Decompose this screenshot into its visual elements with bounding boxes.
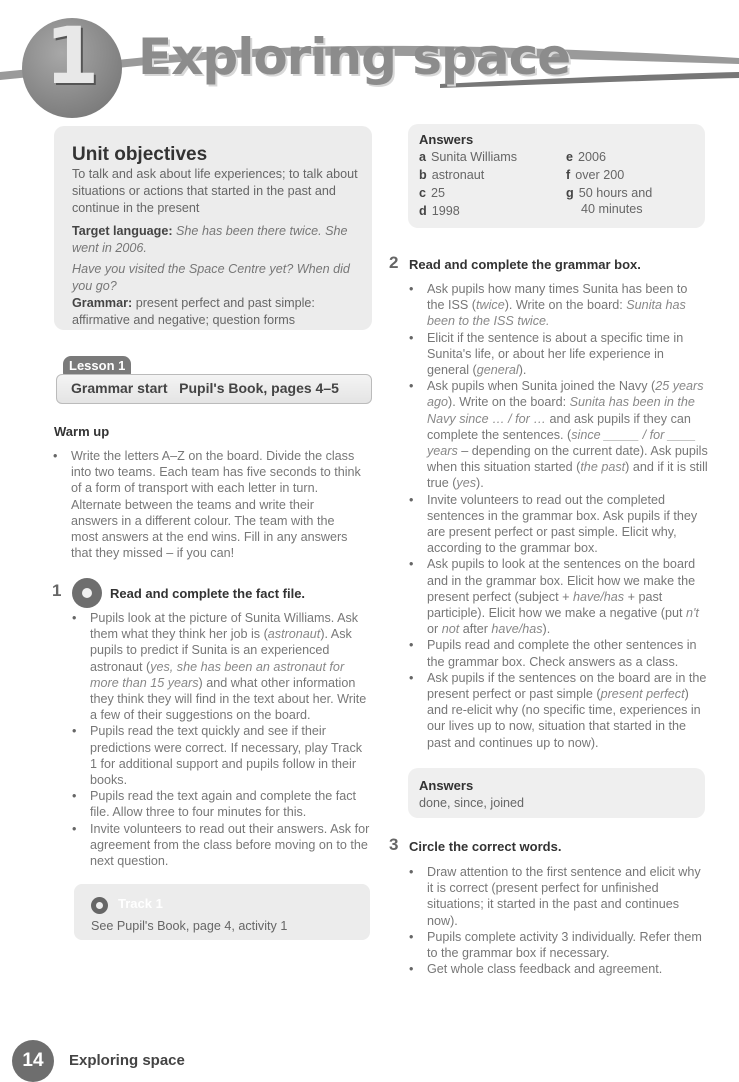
answer-d: d 1998 [419,204,460,218]
section-3-title: Circle the correct words. [409,839,562,854]
section-3-number: 3 [389,835,399,854]
list-item: • Pupils look at the picture of Sunita Williams. Ask them what they think her job is (astronaut). Ask pupils to predict if Sunita is an experienced astronaut (yes, she has been an astronaut for more than 15 years) and what other information they think they will find in the text about her. Write a few of their suggestions on the board. [71,610,371,723]
warm-up-list [52,448,362,561]
answer-g: g 50 hours and [566,186,653,200]
list-item: • Pupils read the text again and complete the fact file. Allow three to four minutes for this. [71,788,371,820]
answers-heading-1: Answers [419,132,474,147]
objectives-intro: To talk and ask about life experiences; to talk about situations or actions that started in the past and continue in the present [72,167,358,215]
track-label: Track 1 [118,896,163,911]
list-item: • Ask pupils when Sunita joined the Navy (25 years ago). Write on the board: Sunita has been in the Navy since … / for … and ask pupils if they can complete the sentences. (since _____ / for ____ years – depending on the current date). Ask pupils when this situation started (the past) and if it is still true (yes). [408,378,708,491]
cd-audio-icon [72,578,102,608]
section-1-number: 1 [52,581,62,600]
section-3-list [408,864,710,977]
answer-g-continued: 40 minutes [581,202,643,216]
section-1-list [71,610,371,869]
unit-number: 1 [44,12,100,102]
list-item: • Ask pupils to look at the sentences on the board and in the grammar box. Elicit how we make the present perfect (subject + have/has + past participle). Elicit how we make a negative (put n't or not after have/has). [408,556,708,637]
unit-objectives-heading: Unit objectives [72,144,208,165]
target-language: Target language: She has been there twice. She went in 2006. [72,224,348,255]
warm-up-heading: Warm up [54,424,110,439]
list-item: • Elicit if the sentence is about a specific time in Sunita's life, or about her life experience in general (general). [408,330,708,379]
list-item: • Pupils complete activity 3 individually. Refer them to the grammar box if necessary. [408,929,710,961]
answer-e: e 2006 [566,150,607,164]
section-1-title: Read and complete the fact file. [110,586,306,601]
cd-track-icon [91,897,108,914]
section-2-number: 2 [389,253,399,272]
list-item: • Invite volunteers to read out their answers. Ask for agreement from the class before moving on to the next question. [71,821,371,870]
section-2-list [408,281,708,751]
target-language-2: Have you visited the Space Centre yet? When did you go? [72,262,350,293]
list-item: • Write the letters A–Z on the board. Divide the class into two teams. Each team has five seconds to think of a form of transport with each letter in turn. Alternate between the teams and write their answers in a different colour. The team with the most answers at the end wins. Fill in any answers that they missed – if you can! [52,448,362,561]
track-reference: See Pupil's Book, page 4, activity 1 [91,919,288,933]
list-item: • Ask pupils if the sentences on the board are in the present perfect or past simple (present perfect) and re-elicit why (no specific time, experiences in our lives up to now, situation that started in the past and continues up to now). [408,670,708,751]
page-number: 14 [22,1050,44,1071]
list-item: • Ask pupils how many times Sunita has been to the ISS (twice). Write on the board: Sunita has been to the ISS twice. [408,281,708,330]
list-item: • Pupils read the text quickly and see if their predictions were correct. If necessary, play Track 1 for additional support and pupils follow in their books. [71,723,371,788]
page-title: Exploring space [138,28,571,86]
answer-f: f over 200 [566,168,625,182]
section-2-title: Read and complete the grammar box. [409,257,641,272]
answer-b: b astronaut [419,168,485,182]
answer-a: a Sunita Williams [419,150,518,164]
footer-title: Exploring space [69,1052,185,1069]
unit-objectives-text [72,166,364,329]
answers-heading-2: Answers [419,778,474,793]
lesson-badge: Lesson 1 [63,356,131,375]
list-item: • Draw attention to the first sentence and elicit why it is correct (present perfect for unfinished situations; it started in the past and continues now). [408,864,710,929]
answer-c: c 25 [419,186,446,200]
list-item: • Invite volunteers to read out the completed sentences in the grammar box. Ask pupils if they are present perfect or past simple. Elicit why, according to the grammar box. [408,492,708,557]
grammar-objective: Grammar: present perfect and past simple: affirmative and negative; question forms [72,296,315,327]
list-item: • Pupils read and complete the other sentences in the grammar box. Check answers as a class. [408,637,708,669]
answers-box-2 [408,768,705,818]
list-item: • Get whole class feedback and agreement. [408,961,710,977]
answers-2-text: done, since, joined [419,796,525,810]
grammar-start-title: Grammar start Pupil's Book, pages 4–5 [71,380,339,396]
